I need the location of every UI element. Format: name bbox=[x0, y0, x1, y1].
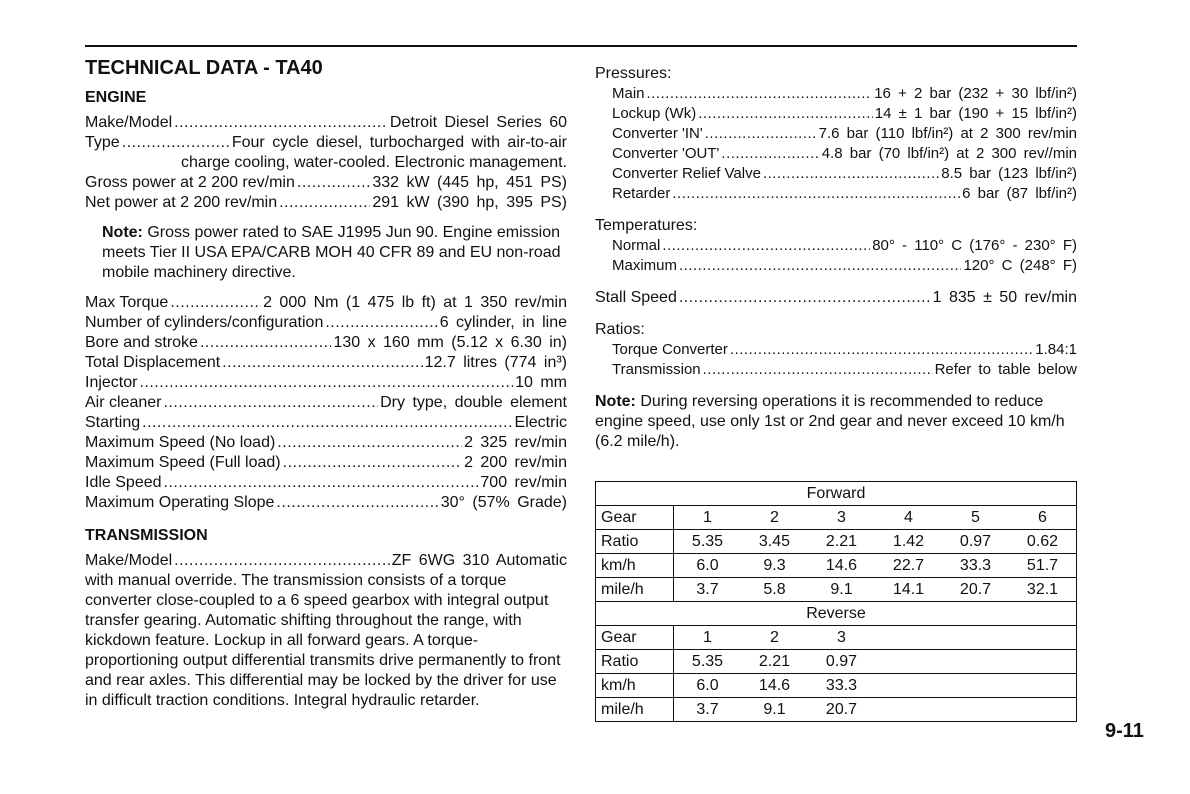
spec-value: Detroit Diesel Series 60 bbox=[389, 114, 567, 131]
spec-key: Type bbox=[85, 134, 120, 151]
spec-value: 6 cylinder, in line bbox=[439, 314, 567, 331]
leader-dots bbox=[705, 124, 817, 144]
spec-value: 80° - 110° C (176° - 230° F) bbox=[872, 237, 1077, 254]
leader-dots bbox=[679, 256, 961, 276]
type-continuation: charge cooling, water-cooled. Electronic management. bbox=[181, 154, 567, 171]
spec-key: Max Torque bbox=[85, 294, 169, 311]
spec-value: 291 kW (390 hp, 395 PS) bbox=[372, 194, 567, 211]
spec-row bbox=[612, 236, 1077, 256]
spec-value: 10 mm bbox=[515, 374, 567, 391]
right-column bbox=[595, 64, 1077, 452]
spec-key: Gross power at 2 200 rev/min bbox=[85, 174, 295, 191]
left-column bbox=[85, 55, 567, 711]
leader-dots bbox=[163, 393, 378, 413]
leader-dots bbox=[222, 353, 422, 373]
table-cell: 4 bbox=[904, 508, 913, 526]
reverse-note-label: Note: bbox=[595, 393, 636, 410]
header-rule bbox=[85, 45, 1077, 47]
table-cell: 2.21 bbox=[825, 532, 858, 550]
table-cell: 20.7 bbox=[825, 700, 858, 718]
reverse-note bbox=[595, 392, 1077, 452]
spec-row bbox=[612, 360, 1077, 380]
temperatures-list bbox=[595, 236, 1077, 276]
table-cell: 3.7 bbox=[696, 580, 719, 598]
table-cell: 3.45 bbox=[758, 532, 791, 550]
transmission-heading: TRANSMISSION bbox=[85, 527, 208, 544]
spec-value: 120° C (248° F) bbox=[963, 257, 1077, 274]
leader-dots bbox=[276, 493, 438, 513]
leader-dots bbox=[672, 184, 960, 204]
spec-key: Make/Model bbox=[85, 114, 173, 131]
engine-specs-c bbox=[85, 293, 567, 513]
spec-value: 14 ± 1 bar (190 + 15 lbf/in²) bbox=[874, 105, 1077, 122]
spec-value: 7.6 bar (110 lbf/in²) at 2 300 rev/min bbox=[818, 125, 1077, 142]
table-cell: 0.97 bbox=[825, 652, 858, 670]
table-cell: 51.7 bbox=[1026, 556, 1059, 574]
spec-key: Net power at 2 200 rev/min bbox=[85, 194, 278, 211]
row-label: km/h bbox=[596, 674, 674, 698]
spec-key: Maximum bbox=[612, 257, 678, 274]
spec-key: Idle Speed bbox=[85, 474, 162, 491]
spec-value: 700 rev/min bbox=[480, 474, 567, 491]
pressures-list bbox=[595, 84, 1077, 204]
spec-row bbox=[612, 124, 1077, 144]
engine-note bbox=[102, 223, 567, 283]
table-cell: 2.21 bbox=[758, 652, 791, 670]
leader-dots bbox=[297, 173, 370, 193]
spec-row bbox=[85, 493, 567, 513]
spec-row bbox=[85, 333, 567, 353]
spec-key: Injector bbox=[85, 374, 138, 391]
reverse-note-text: During reversing operations it is recommended to reduce engine speed, use only 1st or 2nd gear and never exceed 10 km/h (6.2 mile/h). bbox=[595, 393, 1065, 450]
row-label: Gear bbox=[596, 506, 674, 530]
engine-heading: ENGINE bbox=[85, 89, 147, 106]
spec-row bbox=[85, 293, 567, 313]
table-cell: 5.8 bbox=[763, 580, 786, 598]
spec-row bbox=[85, 113, 567, 133]
table-cell: 33.3 bbox=[959, 556, 992, 574]
spec-key: Maximum Speed (No load) bbox=[85, 434, 276, 451]
leader-dots bbox=[647, 84, 873, 104]
transmission-make-model bbox=[85, 551, 567, 571]
spec-key: Converter Relief Valve bbox=[612, 165, 761, 182]
table-cell: 5.35 bbox=[691, 532, 724, 550]
spec-value: Electric bbox=[514, 414, 567, 431]
reverse-title: Reverse bbox=[596, 602, 1077, 626]
leader-dots bbox=[200, 333, 331, 353]
spec-key: Torque Converter bbox=[612, 341, 728, 358]
row-label: km/h bbox=[596, 554, 674, 578]
spec-value: Dry type, double element bbox=[380, 394, 567, 411]
leader-dots bbox=[763, 164, 939, 184]
spec-value: 2 200 rev/min bbox=[464, 454, 567, 471]
table-cell: 20.7 bbox=[959, 580, 992, 598]
ratios-list bbox=[595, 340, 1077, 380]
spec-row bbox=[85, 473, 567, 493]
spec-key: Starting bbox=[85, 414, 141, 431]
spec-key: Converter 'IN' bbox=[612, 125, 703, 142]
spec-value: 12.7 litres (774 in³) bbox=[424, 354, 567, 371]
leader-dots bbox=[730, 340, 1033, 360]
spec-row bbox=[85, 433, 567, 453]
engine-specs-b bbox=[85, 173, 567, 213]
page-title: TECHNICAL DATA - TA40 bbox=[85, 57, 323, 79]
table-cell: 9.1 bbox=[763, 700, 786, 718]
spec-value: 4.8 bar (70 lbf/in²) at 2 300 rev//min bbox=[821, 145, 1077, 162]
spec-key: Transmission bbox=[612, 361, 701, 378]
table-cell: 0.62 bbox=[1026, 532, 1059, 550]
spec-row bbox=[612, 164, 1077, 184]
spec-row bbox=[85, 133, 567, 153]
transmission-description: with manual override. The transmission consists of a torque converter close-coupled to a 6 speed gearbox with integral output transfer gearing. Automatic shifting throughout the range, with kickdown feature. Lockup in all forward gears. A torque-proportioning output differential transmits drive permanently to front and rear axles. This differential may be locked by the driver for use in difficult traction conditions. Integral hydraulic retarder. bbox=[85, 572, 561, 709]
leader-dots bbox=[325, 313, 437, 333]
leader-dots bbox=[283, 453, 462, 473]
table-row bbox=[596, 674, 1077, 698]
spec-row bbox=[612, 144, 1077, 164]
leader-dots bbox=[277, 433, 462, 453]
leader-dots bbox=[721, 144, 819, 164]
leader-dots bbox=[703, 360, 933, 380]
engine-note-text: Gross power rated to SAE J1995 Jun 90. Engine emission meets Tier II USA EPA/CARB MOH 40 CFR 89 and EU non-road mobile machinery directive. bbox=[102, 224, 561, 281]
spec-value: ZF 6WG 310 Automatic bbox=[391, 552, 567, 569]
leader-dots bbox=[174, 551, 390, 571]
leader-dots bbox=[164, 473, 479, 493]
table-row bbox=[596, 530, 1077, 554]
table-cell: 2 bbox=[770, 628, 779, 646]
spec-value: 2 000 Nm (1 475 lb ft) at 1 350 rev/min bbox=[263, 294, 567, 311]
table-row bbox=[596, 554, 1077, 578]
spec-row bbox=[612, 184, 1077, 204]
spec-row bbox=[612, 84, 1077, 104]
leader-dots bbox=[170, 293, 261, 313]
table-row bbox=[596, 650, 1077, 674]
row-label: Ratio bbox=[596, 530, 674, 554]
spec-row bbox=[85, 413, 567, 433]
leader-dots bbox=[122, 133, 230, 153]
spec-row bbox=[612, 104, 1077, 124]
leader-dots bbox=[142, 413, 512, 433]
leader-dots bbox=[662, 236, 870, 256]
table-row bbox=[596, 578, 1077, 602]
table-cell: 14.1 bbox=[892, 580, 925, 598]
spec-value: Four cycle diesel, turbocharged with air-to-air bbox=[231, 134, 567, 151]
spec-key: Main bbox=[612, 85, 645, 102]
table-cell: 5.35 bbox=[691, 652, 724, 670]
leader-dots bbox=[139, 373, 513, 393]
leader-dots bbox=[279, 193, 370, 213]
spec-row bbox=[85, 453, 567, 473]
table-cell: 3.7 bbox=[696, 700, 719, 718]
spec-row bbox=[85, 353, 567, 373]
table-cell: 3 bbox=[837, 508, 846, 526]
table-cell: 6 bbox=[1038, 508, 1047, 526]
table-cell: 5 bbox=[971, 508, 980, 526]
temperatures-label: Temperatures: bbox=[595, 217, 698, 234]
spec-value: 30° (57% Grade) bbox=[440, 494, 567, 511]
spec-value: 2 325 rev/min bbox=[464, 434, 567, 451]
spec-key: Bore and stroke bbox=[85, 334, 198, 351]
leader-dots bbox=[698, 104, 873, 124]
spec-key: Retarder bbox=[612, 185, 671, 202]
spec-key: Stall Speed bbox=[595, 289, 677, 306]
leader-dots bbox=[679, 288, 931, 308]
engine-specs-a bbox=[85, 113, 567, 153]
spec-value: 6 bar (87 lbf/in²) bbox=[962, 185, 1077, 202]
table-cell: 6.0 bbox=[696, 676, 719, 694]
spec-value: Refer to table below bbox=[934, 361, 1077, 378]
table-cell: 6.0 bbox=[696, 556, 719, 574]
spec-row bbox=[85, 393, 567, 413]
spec-value: 130 x 160 mm (5.12 x 6.30 in) bbox=[333, 334, 567, 351]
table-cell: 3 bbox=[837, 628, 846, 646]
table-cell: 22.7 bbox=[892, 556, 925, 574]
table-cell: 14.6 bbox=[758, 676, 791, 694]
table-cell: 1.42 bbox=[892, 532, 925, 550]
table-cell: 9.1 bbox=[830, 580, 853, 598]
spec-row bbox=[85, 193, 567, 213]
spec-row bbox=[85, 373, 567, 393]
spec-key: Total Displacement bbox=[85, 354, 221, 371]
pressures-label: Pressures: bbox=[595, 65, 672, 82]
engine-note-label: Note: bbox=[102, 224, 143, 241]
table-cell: 32.1 bbox=[1026, 580, 1059, 598]
page-number: 9-11 bbox=[1105, 720, 1144, 742]
gear-ratio-table bbox=[595, 481, 1077, 722]
spec-key: Converter 'OUT' bbox=[612, 145, 720, 162]
spec-key: Air cleaner bbox=[85, 394, 162, 411]
spec-key: Maximum Operating Slope bbox=[85, 494, 275, 511]
table-row bbox=[596, 506, 1077, 530]
table-cell: 1 bbox=[703, 508, 712, 526]
table-cell: 2 bbox=[770, 508, 779, 526]
table-row bbox=[596, 698, 1077, 722]
row-label: Gear bbox=[596, 626, 674, 650]
spec-row bbox=[612, 340, 1077, 360]
table-cell: 14.6 bbox=[825, 556, 858, 574]
spec-value: 332 kW (445 hp, 451 PS) bbox=[372, 174, 567, 191]
row-label: mile/h bbox=[596, 698, 674, 722]
spec-value: 8.5 bar (123 lbf/in²) bbox=[941, 165, 1077, 182]
spec-key: Lockup (Wk) bbox=[612, 105, 697, 122]
ratios-label: Ratios: bbox=[595, 321, 645, 338]
spec-row bbox=[85, 173, 567, 193]
spec-row bbox=[612, 256, 1077, 276]
spec-value: 1 835 ± 50 rev/min bbox=[932, 289, 1077, 306]
spec-key: Normal bbox=[612, 237, 661, 254]
spec-key: Make/Model bbox=[85, 552, 173, 569]
forward-title: Forward bbox=[596, 482, 1077, 506]
leader-dots bbox=[174, 113, 388, 133]
table-cell: 0.97 bbox=[959, 532, 992, 550]
stall-speed bbox=[595, 288, 1077, 308]
row-label: Ratio bbox=[596, 650, 674, 674]
row-label: mile/h bbox=[596, 578, 674, 602]
spec-row bbox=[85, 313, 567, 333]
spec-key: Number of cylinders/configuration bbox=[85, 314, 324, 331]
table-cell: 33.3 bbox=[825, 676, 858, 694]
spec-value: 1.84:1 bbox=[1035, 341, 1077, 358]
table-row bbox=[596, 626, 1077, 650]
table-cell: 9.3 bbox=[763, 556, 786, 574]
table-cell: 1 bbox=[703, 628, 712, 646]
spec-value: 16 + 2 bar (232 + 30 lbf/in²) bbox=[874, 85, 1077, 102]
spec-key: Maximum Speed (Full load) bbox=[85, 454, 281, 471]
